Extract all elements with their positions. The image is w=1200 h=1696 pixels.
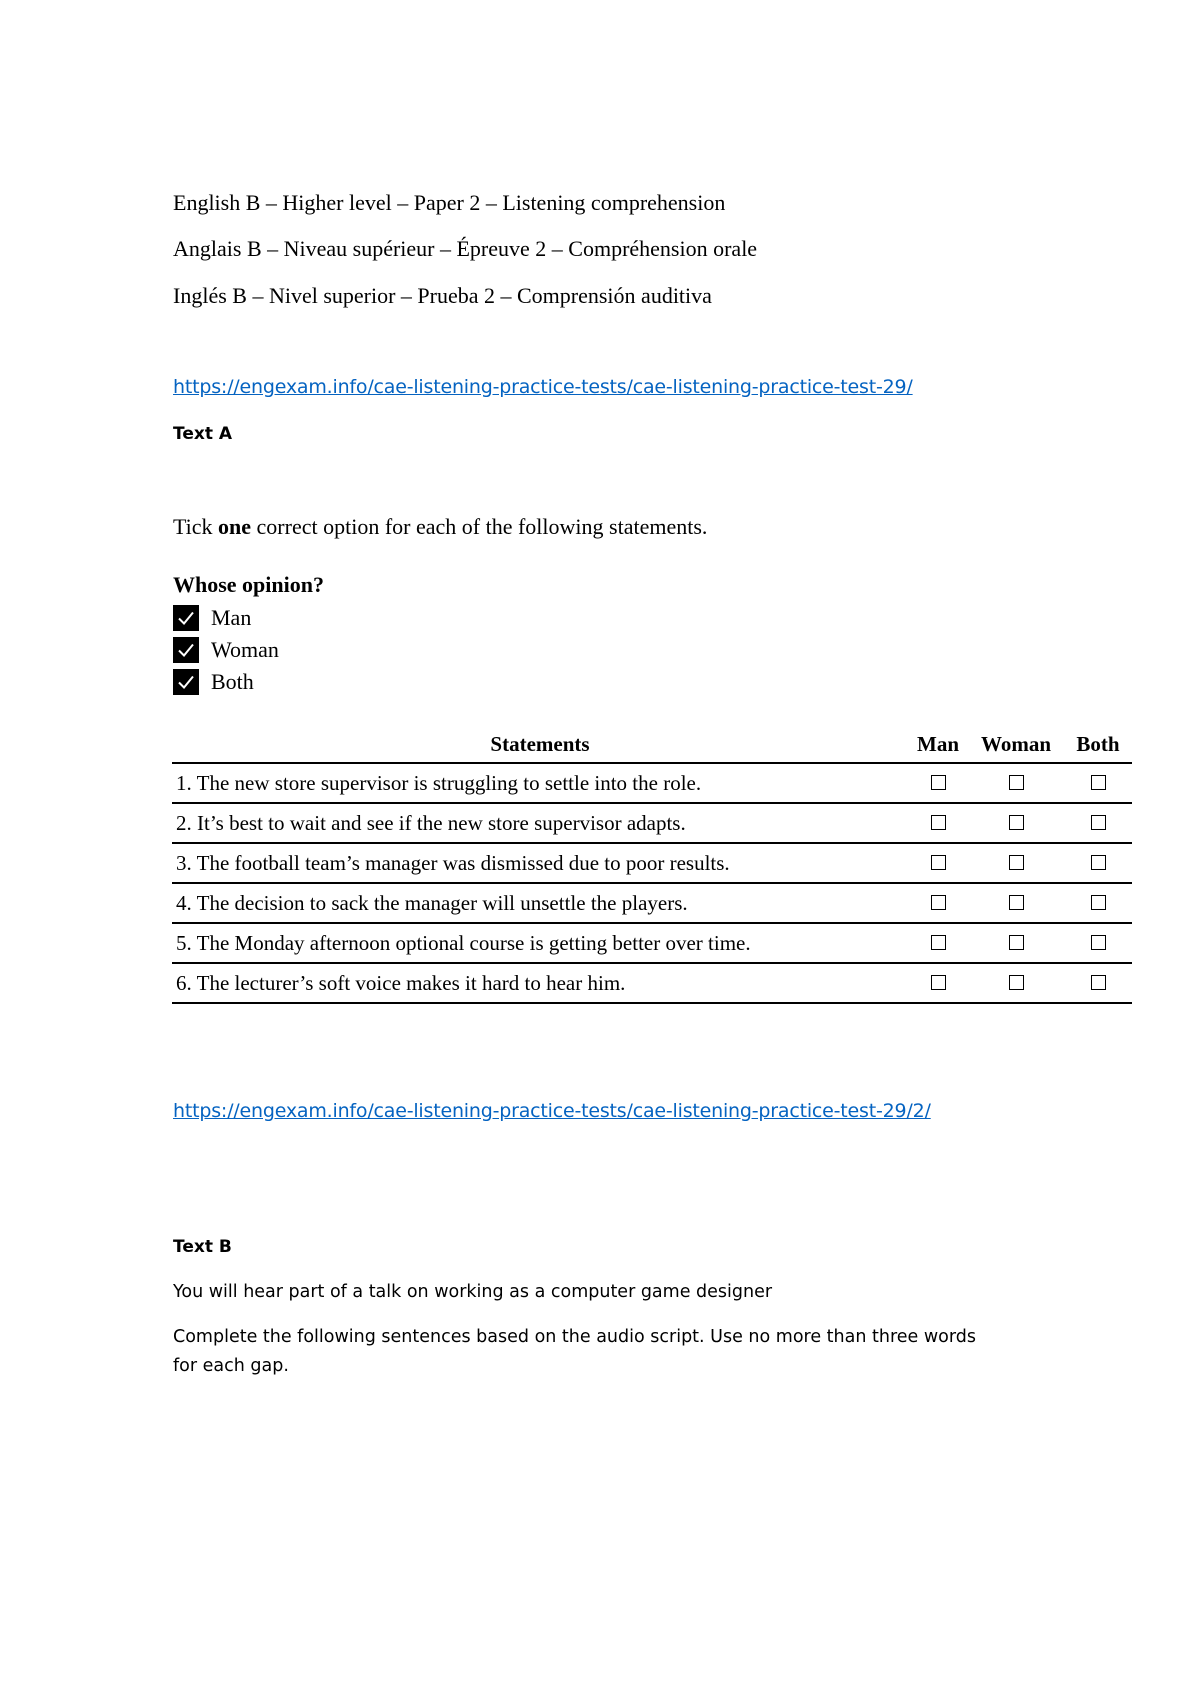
header-man: Man [908,726,968,763]
man-cell [908,923,968,963]
header-line-spanish: Inglés B – Nivel superior – Prueba 2 – Comprensión auditiva [173,283,712,308]
both-cell [1064,843,1132,883]
legend-label-woman: Woman [211,637,279,662]
checkbox-both[interactable] [1091,775,1106,790]
checkbox-man[interactable] [931,975,946,990]
woman-cell [968,803,1064,843]
man-cell [908,763,968,803]
man-cell [908,843,968,883]
checkbox-woman[interactable] [1009,895,1024,910]
text-b-instruction-line1: Complete the following sentences based on the audio script. Use no more than three words [173,1327,976,1347]
checkbox-woman[interactable] [1009,935,1024,950]
text-b-title: Text B [173,1237,232,1257]
table-row [172,963,1132,1003]
instruction-bold: one [218,514,252,539]
statement-text: 5. The Monday afternoon optional course is getting better over time. [172,923,908,963]
legend-item-both [173,668,254,696]
table-row [172,763,1132,803]
both-cell [1064,883,1132,923]
legend-label-man: Man [211,605,252,630]
statements-table [172,726,1132,1004]
checkbox-man[interactable] [931,855,946,870]
checkbox-woman[interactable] [1009,855,1024,870]
table-row [172,843,1132,883]
instruction-text [173,514,707,540]
statement-text: 4. The decision to sack the manager will unsettle the players. [172,883,908,923]
both-cell [1064,763,1132,803]
statement-text: 2. It’s best to wait and see if the new store supervisor adapts. [172,803,908,843]
instruction-post: correct option for each of the following statements. [251,514,708,539]
table-row [172,883,1132,923]
legend-label-both: Both [211,669,254,694]
man-cell [908,803,968,843]
statement-text: 6. The lecturer’s soft voice makes it hard to hear him. [172,963,908,1003]
checkbox-woman[interactable] [1009,775,1024,790]
both-cell [1064,923,1132,963]
header-statements: Statements [172,726,908,763]
checkbox-both[interactable] [1091,855,1106,870]
table-header-row [172,726,1132,763]
checkbox-man[interactable] [931,815,946,830]
statement-text: 3. The football team’s manager was dismissed due to poor results. [172,843,908,883]
both-cell [1064,803,1132,843]
woman-cell [968,923,1064,963]
woman-cell [968,843,1064,883]
opinion-title: Whose opinion? [173,572,324,597]
header-both: Both [1064,726,1132,763]
statement-text: 1. The new store supervisor is struggling to settle into the role. [172,763,908,803]
header-line-english: English B – Higher level – Paper 2 – Listening comprehension [173,190,726,215]
checkbox-woman[interactable] [1009,815,1024,830]
woman-cell [968,883,1064,923]
checkbox-both[interactable] [1091,815,1106,830]
practice-test-link[interactable]: https://engexam.info/cae-listening-practice-tests/cae-listening-practice-test-29/ [173,376,913,398]
woman-cell [968,763,1064,803]
man-cell [908,883,968,923]
text-a-title: Text A [173,424,233,444]
text-b-intro: You will hear part of a talk on working as a computer game designer [173,1282,773,1302]
checkbox-both[interactable] [1091,975,1106,990]
table-row [172,923,1132,963]
header-line-french: Anglais B – Niveau supérieur – Épreuve 2 – Compréhension orale [173,236,758,261]
table-row [172,803,1132,843]
checkbox-both[interactable] [1091,935,1106,950]
both-cell [1064,963,1132,1003]
checkbox-both[interactable] [1091,895,1106,910]
man-cell [908,963,968,1003]
checkmark-icon [173,637,199,663]
header-woman: Woman [968,726,1064,763]
checkbox-woman[interactable] [1009,975,1024,990]
checkmark-icon [173,669,199,695]
checkmark-icon [173,605,199,631]
text-b-instruction-line2: for each gap. [173,1356,289,1376]
legend-item-man [173,604,251,632]
checkbox-man[interactable] [931,935,946,950]
legend-item-woman [173,636,279,664]
woman-cell [968,963,1064,1003]
instruction-pre: Tick [173,514,219,539]
checkbox-man[interactable] [931,775,946,790]
practice-test-link-2[interactable]: https://engexam.info/cae-listening-practice-tests/cae-listening-practice-test-29/2/ [173,1100,931,1122]
checkbox-man[interactable] [931,895,946,910]
